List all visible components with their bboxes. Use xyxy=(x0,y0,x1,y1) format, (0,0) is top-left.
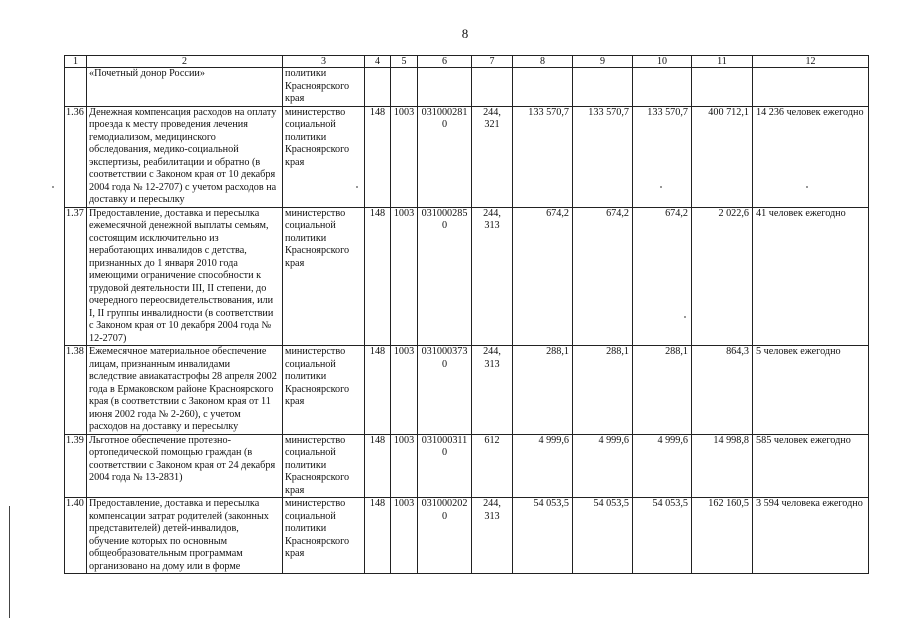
item-number: 1.36 xyxy=(65,106,87,207)
amount-year-3: 54 053,5 xyxy=(633,498,692,574)
measure-name: Льготное обеспечение протезно-ортопедической помощью граждан (в соответствии с Законом края от 24 декабря 2004 года № 13-2831) xyxy=(87,434,283,498)
table-row xyxy=(65,434,869,498)
column-number: 4 xyxy=(365,56,391,68)
amount-year-3 xyxy=(633,68,692,107)
column-number: 8 xyxy=(513,56,573,68)
column-number: 5 xyxy=(391,56,418,68)
expected-result: 14 236 человек ежегодно xyxy=(753,106,869,207)
csr-code: 0310002020 xyxy=(418,498,472,574)
column-number-row xyxy=(65,56,869,68)
vr-code: 244, 313 xyxy=(472,346,513,435)
grbs-code xyxy=(365,68,391,107)
table-row xyxy=(65,68,869,107)
column-number: 2 xyxy=(87,56,283,68)
amount-total: 14 998,8 xyxy=(692,434,753,498)
expected-result: 585 человек ежегодно xyxy=(753,434,869,498)
rzpr-code: 1003 xyxy=(391,346,418,435)
csr-code xyxy=(418,68,472,107)
page-number: 8 xyxy=(461,26,469,41)
column-number: 7 xyxy=(472,56,513,68)
csr-code: 0310003730 xyxy=(418,346,472,435)
rzpr-code: 1003 xyxy=(391,498,418,574)
expected-result: 5 человек ежегодно xyxy=(753,346,869,435)
measure-name: «Почетный донор России» xyxy=(87,68,283,107)
grbs-code: 148 xyxy=(365,207,391,346)
scan-margin-line xyxy=(9,506,10,618)
amount-total: 2 022,6 xyxy=(692,207,753,346)
responsible-executor: министерство социальной политики Красноярского края xyxy=(283,434,365,498)
scan-speck xyxy=(356,186,358,188)
amount-year-2: 133 570,7 xyxy=(573,106,633,207)
column-number: 6 xyxy=(418,56,472,68)
table-row xyxy=(65,207,869,346)
column-number: 10 xyxy=(633,56,692,68)
scan-speck xyxy=(806,186,808,188)
amount-year-2 xyxy=(573,68,633,107)
responsible-executor: политики Красноярского края xyxy=(283,68,365,107)
amount-year-1: 288,1 xyxy=(513,346,573,435)
amount-year-1: 54 053,5 xyxy=(513,498,573,574)
rzpr-code: 1003 xyxy=(391,207,418,346)
amount-year-3: 4 999,6 xyxy=(633,434,692,498)
program-measures-table xyxy=(64,55,869,574)
table-row xyxy=(65,346,869,435)
vr-code: 244, 313 xyxy=(472,207,513,346)
column-number: 11 xyxy=(692,56,753,68)
scan-speck xyxy=(52,186,54,188)
item-number: 1.40 xyxy=(65,498,87,574)
amount-total: 400 712,1 xyxy=(692,106,753,207)
csr-code: 0310002810 xyxy=(418,106,472,207)
measure-name: Ежемесячное материальное обеспечение лицам, признанным инвалидами вследствие авиакатастрофы 28 апреля 2002 года в Ермаковском районе Красноярского края (в соответствии с Законом края от 11 июня 2002 года № 2-260), с учетом расходов на доставку и пересылку xyxy=(87,346,283,435)
column-number: 12 xyxy=(753,56,869,68)
csr-code: 0310003110 xyxy=(418,434,472,498)
rzpr-code: 1003 xyxy=(391,106,418,207)
responsible-executor: министерство социальной политики Красноярского края xyxy=(283,106,365,207)
amount-year-2: 54 053,5 xyxy=(573,498,633,574)
csr-code: 0310002850 xyxy=(418,207,472,346)
responsible-executor: министерство социальной политики Красноярского края xyxy=(283,346,365,435)
amount-year-1: 674,2 xyxy=(513,207,573,346)
measure-name: Предоставление, доставка и пересылка компенсации затрат родителей (законных представителей) детей-инвалидов, обучение которых по основным общеобразовательным программам организовано на дому или в форме xyxy=(87,498,283,574)
amount-year-2: 674,2 xyxy=(573,207,633,346)
vr-code: 244, 321 xyxy=(472,106,513,207)
item-number: 1.38 xyxy=(65,346,87,435)
rzpr-code: 1003 xyxy=(391,434,418,498)
expected-result: 3 594 человека ежегодно xyxy=(753,498,869,574)
amount-year-2: 4 999,6 xyxy=(573,434,633,498)
table-row xyxy=(65,498,869,574)
expected-result xyxy=(753,68,869,107)
item-number xyxy=(65,68,87,107)
amount-total: 162 160,5 xyxy=(692,498,753,574)
amount-year-1: 133 570,7 xyxy=(513,106,573,207)
item-number: 1.39 xyxy=(65,434,87,498)
column-number: 9 xyxy=(573,56,633,68)
measure-name: Предоставление, доставка и пересылка ежемесячной денежной выплаты семьям, состоящим исключительно из неработающих инвалидов с детства, признанных до 1 января 2010 года имеющими ограничение способности к трудовой деятельности III, II степени, до очередного переосвидетельствования, или I, II группы инвалидности (в соответствии с Законом края от 10 декабря 2004 года № 12-2707) xyxy=(87,207,283,346)
scan-speck xyxy=(684,316,686,318)
grbs-code: 148 xyxy=(365,346,391,435)
responsible-executor: министерство социальной политики Красноярского края xyxy=(283,498,365,574)
measure-name: Денежная компенсация расходов на оплату проезда к месту проведения лечения гемодиализом, медицинского обследования, медико-социальной экспертизы, реабилитации и обратно (в соответствии с Законом края от 10 декабря 2004 года № 12-2707) с учетом расходов на доставку и пересылку xyxy=(87,106,283,207)
amount-year-1: 4 999,6 xyxy=(513,434,573,498)
expected-result: 41 человек ежегодно xyxy=(753,207,869,346)
responsible-executor: министерство социальной политики Красноярского края xyxy=(283,207,365,346)
column-number: 1 xyxy=(65,56,87,68)
item-number: 1.37 xyxy=(65,207,87,346)
amount-total xyxy=(692,68,753,107)
amount-year-3: 288,1 xyxy=(633,346,692,435)
vr-code: 612 xyxy=(472,434,513,498)
rzpr-code xyxy=(391,68,418,107)
amount-total: 864,3 xyxy=(692,346,753,435)
amount-year-3: 674,2 xyxy=(633,207,692,346)
grbs-code: 148 xyxy=(365,498,391,574)
scan-speck xyxy=(660,186,662,188)
amount-year-3: 133 570,7 xyxy=(633,106,692,207)
amount-year-2: 288,1 xyxy=(573,346,633,435)
vr-code xyxy=(472,68,513,107)
amount-year-1 xyxy=(513,68,573,107)
column-number: 3 xyxy=(283,56,365,68)
grbs-code: 148 xyxy=(365,106,391,207)
grbs-code: 148 xyxy=(365,434,391,498)
table-row xyxy=(65,106,869,207)
vr-code: 244, 313 xyxy=(472,498,513,574)
